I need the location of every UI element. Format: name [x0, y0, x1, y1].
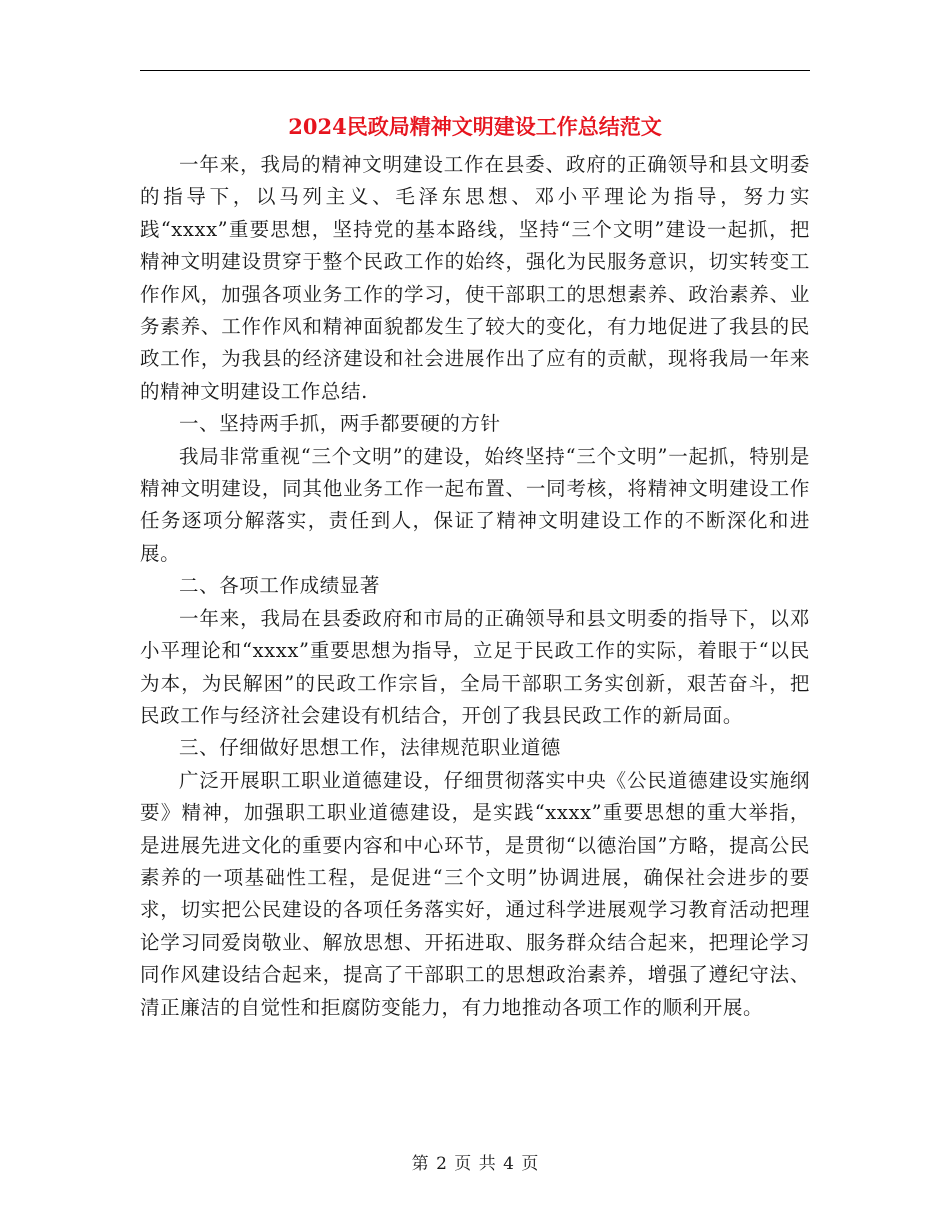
paragraph-section-1: 我局非常重视“三个文明”的建设，始终坚持“三个文明”一起抓，特别是精神文明建设，同其他业务工作一起布置、一同考核，将精神文明建设工作任务逐项分解落实，责任到人，保证了精神文明建设工作的不断深化和进展。 [140, 444, 810, 565]
header-rule [140, 70, 810, 71]
document-body [140, 149, 810, 1024]
section-heading-1: 一、坚持两手抓，两手都要硬的方针 [179, 412, 501, 436]
section-heading-2: 二、各项工作成绩显著 [179, 574, 381, 598]
paragraph-intro: 一年来，我局的精神文明建设工作在县委、政府的正确领导和县文明委的指导下，以马列主义、毛泽东思想、邓小平理论为指导，努力实践“xxxx”重要思想，坚持党的基本路线，坚持“三个文明”建设一起抓，把精神文明建设贯穿于整个民政工作的始终，强化为民服务意识，切实转变工作作风，加强各项业务工作的学习，使干部职工的思想素养、政治素养、业务素养、工作作风和精神面貌都发生了较大的变化，有力地促进了我县的民政工作，为我县的经济建设和社会进展作出了应有的贡献，现将我局一年来的精神文明建设工作总结. [140, 153, 810, 403]
page-number-footer: 第 2 页 共 4 页 [411, 1154, 539, 1174]
paragraph-section-3: 广泛开展职工职业道德建设，仔细贯彻落实中央《公民道德建设实施纲要》精神，加强职工职业道德建设，是实践“xxxx”重要思想的重大举指，是进展先进文化的重要内容和中心环节，是贯彻“以德治国”方略，提高公民素养的一项基础性工程，是促进“三个文明”协调进展，确保社会进步的要求，切实把公民建设的各项任务落实好，通过科学进展观学习教育活动把理论学习同爱岗敬业、解放思想、开拓进取、服务群众结合起来，把理论学习同作风建设结合起来，提高了干部职工的思想政治素养，增强了遵纪守法、清正廉洁的自觉性和拒腐防变能力，有力地推动各项工作的顺利开展。 [140, 768, 810, 1019]
paragraph-section-2: 一年来，我局在县委政府和市局的正确领导和县文明委的指导下，以邓小平理论和“xxxx”重要思想为指导，立足于民政工作的实际，着眼于“以民为本，为民解困”的民政工作宗旨，全局干部职工务实创新，艰苦奋斗，把民政工作与经济社会建设有机结合，开创了我县民政工作的新局面。 [140, 606, 810, 727]
section-heading-3: 三、仔细做好思想工作，法律规范职业道德 [179, 736, 561, 760]
document-title: 2024民政局精神文明建设工作总结范文 [288, 114, 662, 139]
